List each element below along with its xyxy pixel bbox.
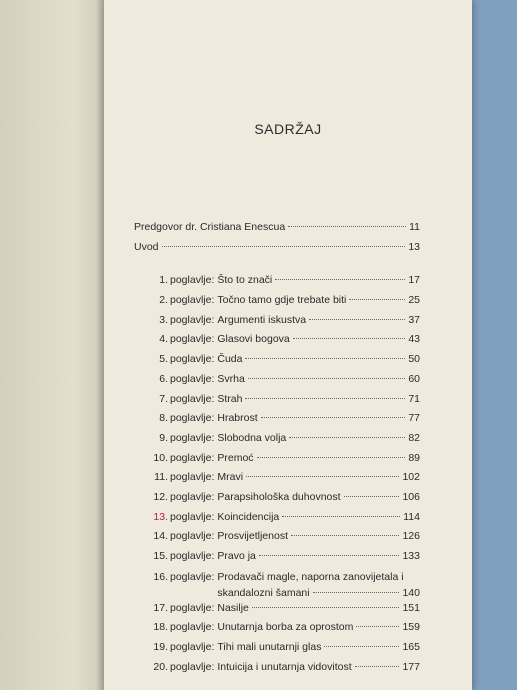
leader-dots bbox=[291, 535, 399, 536]
chapter-word: poglavlje: bbox=[170, 451, 215, 464]
chapter-title: Glasovi bogova bbox=[217, 333, 290, 346]
leader-dots bbox=[275, 279, 405, 280]
leader-dots bbox=[355, 666, 400, 667]
toc-entry-chapter bbox=[134, 294, 420, 314]
chapter-page: 43 bbox=[408, 333, 420, 346]
chapter-word: poglavlje: bbox=[170, 471, 215, 484]
leader-dots bbox=[288, 226, 406, 227]
leader-dots bbox=[282, 516, 400, 517]
chapter-title: Pravo ja bbox=[217, 550, 256, 562]
chapter-word: poglavlje: bbox=[170, 550, 215, 562]
chapter-word: poglavlje: bbox=[170, 294, 215, 307]
toc-entry-chapter bbox=[134, 530, 420, 550]
chapter-title-block bbox=[214, 571, 420, 599]
chapter-title: Mravi bbox=[217, 471, 244, 484]
leader-dots bbox=[248, 378, 406, 379]
chapter-page: 60 bbox=[408, 372, 420, 385]
chapter-page: 37 bbox=[408, 313, 420, 326]
chapter-word: poglavlje: bbox=[170, 601, 215, 614]
chapter-number: 6. bbox=[159, 372, 168, 385]
chapter-number: 12. bbox=[153, 490, 168, 503]
toc-entry-chapter bbox=[134, 661, 420, 681]
chapter-number: 5. bbox=[159, 353, 168, 366]
toc-entry-chapter bbox=[134, 491, 420, 511]
toc-entry-chapter bbox=[134, 550, 420, 570]
chapter-number: 1. bbox=[159, 274, 168, 287]
toc-entry-chapter bbox=[134, 471, 420, 491]
chapter-title: Intuicija i unutarnja vidovitost bbox=[217, 660, 352, 673]
contents-page bbox=[104, 0, 472, 690]
chapter-page: 133 bbox=[402, 550, 420, 562]
entry-title: Predgovor dr. Cristiana Enescua bbox=[134, 221, 286, 233]
toc-entry-chapter bbox=[134, 274, 420, 294]
chapter-word: poglavlje: bbox=[170, 353, 215, 366]
entry-title: Uvod bbox=[134, 240, 159, 253]
chapter-title: Prodavači magle, naporna zanovijetala i bbox=[217, 570, 404, 583]
chapter-title-line2: skandalozni šamani bbox=[217, 586, 310, 599]
chapter-number: 2. bbox=[159, 294, 168, 307]
chapter-page: 17 bbox=[408, 274, 420, 287]
chapter-word: poglavlje: bbox=[170, 570, 215, 583]
chapter-word: poglavlje: bbox=[170, 530, 215, 543]
toc-entry-chapter bbox=[134, 373, 420, 393]
chapter-title: Argumenti iskustva bbox=[217, 313, 307, 326]
toc-entry-chapter bbox=[134, 570, 420, 602]
chapter-page: 77 bbox=[408, 412, 420, 425]
chapter-title: Točno tamo gdje trebate biti bbox=[217, 294, 347, 307]
chapter-number: 17. bbox=[153, 601, 168, 614]
chapter-word: poglavlje: bbox=[170, 621, 215, 634]
leader-dots bbox=[313, 592, 400, 593]
chapter-title-continued bbox=[214, 587, 420, 599]
chapter-page: 126 bbox=[402, 530, 420, 543]
chapter-number: 8. bbox=[159, 412, 168, 425]
chapter-number: 16. bbox=[153, 570, 168, 583]
toc-entry-chapter bbox=[134, 314, 420, 334]
chapter-number: 18. bbox=[153, 621, 168, 634]
leader-dots bbox=[349, 299, 405, 300]
chapter-title: Prosvijetljenost bbox=[217, 530, 288, 543]
chapter-title: Nasilje bbox=[217, 601, 249, 614]
chapter-number: 10. bbox=[153, 451, 168, 464]
toc-entry-chapter bbox=[134, 353, 420, 373]
leader-dots bbox=[252, 607, 400, 608]
chapter-list bbox=[134, 274, 420, 680]
chapter-title: Parapsihološka duhovnost bbox=[217, 490, 341, 503]
chapter-word: poglavlje: bbox=[170, 392, 215, 405]
chapter-title: Premoć bbox=[217, 451, 254, 464]
toc-entry-chapter bbox=[134, 511, 420, 531]
chapter-word: poglavlje: bbox=[170, 372, 215, 385]
chapter-number: 13. bbox=[153, 510, 168, 523]
chapter-title: Svrha bbox=[217, 372, 245, 385]
chapter-title: Koincidencija bbox=[217, 510, 280, 523]
chapter-number: 11. bbox=[154, 471, 168, 484]
table-of-contents bbox=[134, 221, 420, 680]
leader-dots bbox=[245, 358, 405, 359]
toc-entry-chapter bbox=[134, 393, 420, 413]
chapter-word: poglavlje: bbox=[170, 412, 215, 425]
toc-entry-front-matter bbox=[134, 241, 420, 261]
chapter-title: Hrabrost bbox=[217, 412, 258, 425]
section-spacer bbox=[134, 260, 420, 274]
chapter-word: poglavlje: bbox=[170, 274, 215, 287]
leader-dots bbox=[245, 398, 405, 399]
chapter-number: 3. bbox=[159, 313, 168, 326]
chapter-page: 159 bbox=[402, 621, 420, 634]
chapter-page: 165 bbox=[402, 641, 420, 654]
chapter-page: 25 bbox=[408, 294, 420, 307]
toc-entry-chapter bbox=[134, 641, 420, 661]
facing-page bbox=[0, 0, 104, 690]
chapter-page: 106 bbox=[402, 490, 420, 503]
chapter-page: 71 bbox=[408, 392, 420, 405]
chapter-word: poglavlje: bbox=[170, 660, 215, 673]
leader-dots bbox=[324, 646, 399, 647]
toc-entry-front-matter bbox=[134, 221, 420, 241]
chapter-word: poglavlje: bbox=[170, 313, 215, 326]
toc-entry-chapter bbox=[134, 432, 420, 452]
toc-entry-chapter bbox=[134, 333, 420, 353]
toc-entry-chapter bbox=[134, 412, 420, 432]
chapter-page: 114 bbox=[403, 510, 420, 523]
chapter-title: Tihi mali unutarnji glas bbox=[217, 641, 322, 654]
leader-dots bbox=[257, 457, 406, 458]
chapter-page: 177 bbox=[402, 660, 420, 673]
entry-page: 13 bbox=[408, 240, 420, 253]
chapter-title: Čuda bbox=[217, 353, 243, 366]
chapter-number: 4. bbox=[159, 333, 168, 346]
leader-dots bbox=[162, 246, 406, 247]
chapter-number: 20. bbox=[153, 660, 168, 673]
chapter-title: Što to znači bbox=[217, 274, 273, 287]
toc-entry-chapter bbox=[134, 452, 420, 472]
leader-dots bbox=[289, 437, 405, 438]
leader-dots bbox=[344, 496, 400, 497]
chapter-title: Strah bbox=[217, 392, 243, 405]
chapter-number: 7. bbox=[159, 392, 168, 405]
chapter-title: Unutarnja borba za oprostom bbox=[217, 621, 354, 634]
leader-dots bbox=[293, 338, 406, 339]
entry-page: 11 bbox=[409, 221, 420, 233]
leader-dots bbox=[309, 319, 405, 320]
chapter-number: 19. bbox=[153, 641, 168, 654]
leader-dots bbox=[246, 476, 399, 477]
chapter-title: Slobodna volja bbox=[217, 431, 287, 444]
chapter-page: 102 bbox=[402, 471, 420, 484]
chapter-page: 50 bbox=[408, 353, 420, 366]
chapter-page: 89 bbox=[408, 451, 420, 464]
toc-entry-chapter bbox=[134, 621, 420, 641]
chapter-number: 14. bbox=[153, 530, 168, 543]
chapter-number: 15. bbox=[153, 550, 168, 562]
chapter-page: 151 bbox=[402, 601, 420, 614]
chapter-word: poglavlje: bbox=[170, 333, 215, 346]
leader-dots bbox=[261, 417, 406, 418]
chapter-word: poglavlje: bbox=[170, 510, 215, 523]
chapter-word: poglavlje: bbox=[170, 490, 215, 503]
chapter-number: 9. bbox=[159, 431, 168, 444]
toc-entry-chapter bbox=[134, 602, 420, 622]
chapter-page: 140 bbox=[402, 586, 420, 599]
chapter-word: poglavlje: bbox=[170, 641, 215, 654]
page-title: SADRŽAJ bbox=[254, 121, 322, 137]
leader-dots bbox=[356, 626, 399, 627]
chapter-page: 82 bbox=[408, 431, 420, 444]
chapter-word: poglavlje: bbox=[170, 431, 215, 444]
leader-dots bbox=[259, 555, 400, 556]
